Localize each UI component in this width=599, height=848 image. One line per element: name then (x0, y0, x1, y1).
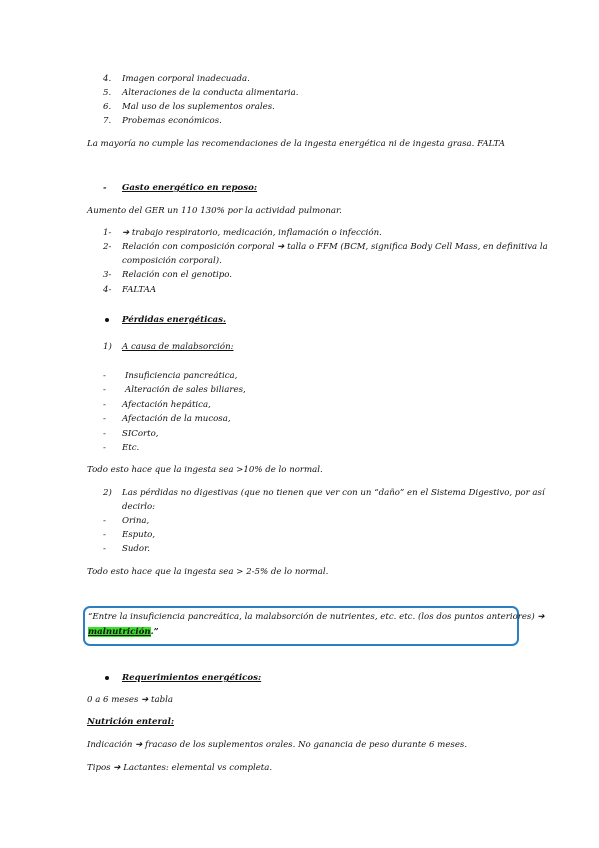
dash-marker: - (103, 400, 106, 410)
list-item: Relación con composición corporal ➔ talla o FFM (BCM, significa Body Cell Mass, en definitiva la (122, 242, 548, 252)
list-item: Sudor. (122, 544, 150, 554)
list-item: FALTAA (122, 285, 157, 295)
paragraph: Aumento del GER un 110 130% por la actividad pulmonar. (87, 206, 342, 216)
list-number: 6. (103, 102, 112, 112)
subsection-text-continuation: decirlo: (122, 502, 156, 512)
dash-marker: - (103, 385, 106, 395)
list-item: Orina, (122, 516, 150, 526)
paragraph: Indicación ➔ fracaso de los suplementos orales. No ganancia de peso durante 6 meses. (87, 740, 468, 750)
list-item: Esputo, (122, 530, 156, 540)
list-number: 3- (103, 270, 112, 280)
dash-marker: - (103, 443, 106, 453)
list-number: 1) (103, 342, 112, 352)
paragraph: Tipos ➔ Lactantes: elemental vs completa. (87, 763, 273, 773)
dash-marker: - (103, 429, 106, 439)
section-heading-gasto: Gasto energético en reposo: (122, 183, 258, 193)
dash-marker: - (103, 530, 106, 540)
dash-marker: - (103, 371, 106, 381)
highlighted-term: malnutrición (88, 627, 151, 637)
list-number: 5. (103, 88, 112, 98)
list-item: Alteraciones de la conducta alimentaria. (122, 88, 299, 98)
list-number: 2) (103, 488, 112, 498)
list-number: 4- (103, 285, 112, 295)
list-item: Mal uso de los suplementos orales. (122, 102, 275, 112)
list-item-continuation: composición corporal). (122, 256, 222, 266)
dash-marker: - (103, 414, 106, 424)
list-item: Afectación hepática, (122, 400, 211, 410)
list-number: 7. (103, 116, 112, 126)
list-item: Probemas económicos. (122, 116, 222, 126)
dash-marker: - (103, 516, 106, 526)
paragraph: Todo esto hace que la ingesta sea >10% de lo normal. (87, 465, 323, 475)
paragraph: La mayoría no cumple las recomendaciones de la ingesta energética ni de ingesta grasa. FALTA (87, 139, 505, 149)
list-item: Alteración de sales biliares, (125, 385, 246, 395)
subsection-label: A causa de malabsorción: (122, 342, 234, 352)
bullet-icon (105, 318, 109, 322)
callout-text: “Entre la insuficiencia pancreática, la malabsorción de nutrientes, etc. etc. (los dos puntos anteriores) ➔ (88, 612, 545, 622)
dash-marker: - (103, 544, 106, 554)
list-item: Insuficiencia pancreática, (125, 371, 238, 381)
list-item: Imagen corporal inadecuada. (122, 74, 250, 84)
list-number: 2- (103, 242, 112, 252)
list-item: Etc. (122, 443, 140, 453)
list-item: SICorto, (122, 429, 159, 439)
section-heading-perdidas: Pérdidas energéticas. (122, 315, 226, 325)
bullet-icon (105, 676, 109, 680)
list-item: Afectación de la mucosa, (122, 414, 231, 424)
paragraph: 0 a 6 meses ➔ tabla (87, 695, 174, 705)
subsection-text: Las pérdidas no digestivas (que no tienen que ver con un “daño” en el Sistema Digestivo, por así (122, 488, 545, 498)
callout-closing: .” (150, 627, 159, 637)
callout-text-line2 (88, 628, 159, 637)
list-item: Relación con el genotipo. (122, 270, 233, 280)
list-item: ➔ trabajo respiratorio, medicación, inflamación o infección. (122, 228, 382, 238)
section-heading-enteral: Nutrición enteral: (87, 717, 175, 727)
paragraph: Todo esto hace que la ingesta sea > 2-5% de lo normal. (87, 567, 329, 577)
list-number: 1- (103, 228, 112, 238)
dash-marker: - (103, 183, 107, 193)
section-heading-requerimientos: Requerimientos energéticos: (122, 673, 262, 683)
list-number: 4. (103, 74, 112, 84)
